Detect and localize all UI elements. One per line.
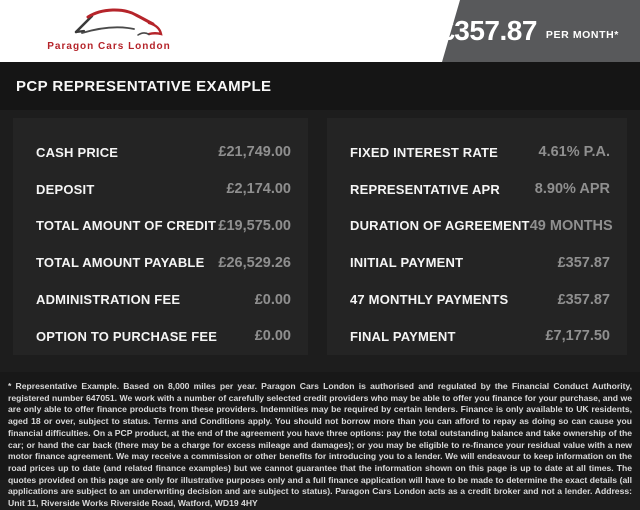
table-row [36, 318, 291, 355]
row-label: FINAL PAYMENT [350, 328, 456, 344]
price-amount: £357.87 [439, 15, 537, 46]
footer [0, 372, 640, 509]
row-value: £26,529.26 [218, 254, 291, 271]
table-row [36, 171, 291, 208]
finance-table-right [327, 118, 627, 355]
paragon-logo[interactable] [45, 6, 173, 52]
representative-example-disclaimer: * Representative Example. Based on 8,000 miles per year. Paragon Cars London is authorised and regulated by the Financial Conduct Authority, registered number 647051. We work with a number of carefully selected credit providers who may be able to offer you finance for your purchase, and we are only able to offer finance products from these providers. Indemnities may be required by certain lenders. Finance is only available to UK residents, aged 18 or over, subject to status. Terms and Conditions apply. You should not borrow more than you can afford to repay as doing so can cause you financial difficulties. On a PCP product, at the end of the agreement you have three options: pay the total outstanding balance and take ownership of the car; or hand the car back (there may be a charge for excess mileage and damages); or you may be eligible to re-finance your residual value with a new motor finance agreement. We may receive a commission or other benefits for introducing you to a lender. We will endeavour to keep information on the road prices up to date (and related finance examples) but we cannot guarantee that the information shown on this page is up to date at all times. The quotes provided on this page are only for illustrative purposes only and a full finance application will have to be made to determine the exact details (all applications are subject to an underwriting decision and are subject to status). Paragon Cars London acts as a credit broker and not a lender. Address: Unit 11, Riverside Works Riverside Road, Watford, WD19 4HY [8, 381, 632, 509]
row-label: REPRESENTATIVE APR [350, 181, 500, 197]
finance-example-section [0, 110, 640, 372]
row-label: TOTAL AMOUNT OF CREDIT [36, 218, 217, 234]
table-row [36, 244, 291, 281]
row-value: £357.87 [557, 254, 610, 271]
table-row [350, 134, 610, 171]
table-row [36, 208, 291, 245]
table-row [350, 208, 613, 245]
row-label: ADMINISTRATION FEE [36, 292, 181, 308]
page-title: PCP REPRESENTATIVE EXAMPLE [16, 77, 272, 95]
row-label: FIXED INTEREST RATE [350, 144, 499, 160]
monthly-price [439, 0, 619, 62]
table-row [350, 171, 610, 208]
logo-wordmark: Paragon Cars London [47, 41, 171, 52]
row-label: OPTION TO PURCHASE FEE [36, 328, 218, 344]
price-period: PER MONTH* [545, 28, 619, 41]
row-value: £357.87 [557, 291, 610, 308]
header [0, 0, 640, 62]
car-logo-icon [45, 6, 173, 40]
row-label: INITIAL PAYMENT [350, 255, 464, 271]
table-row [36, 134, 291, 171]
table-row [350, 244, 610, 281]
table-row [350, 318, 610, 355]
title-bar [0, 62, 640, 110]
row-label: CASH PRICE [36, 144, 119, 160]
row-label: 47 MONTHLY PAYMENTS [350, 292, 509, 308]
row-value: £0.00 [254, 291, 291, 308]
row-value: £0.00 [254, 328, 291, 345]
row-value: £19,575.00 [218, 217, 291, 234]
row-value: 4.61% P.A. [538, 144, 610, 161]
row-label: DEPOSIT [36, 181, 95, 197]
row-value: 8.90% APR [534, 181, 610, 198]
table-row [36, 281, 291, 318]
finance-table-left [13, 118, 308, 355]
row-value: £21,749.00 [218, 144, 291, 161]
table-row [350, 281, 610, 318]
row-label: TOTAL AMOUNT PAYABLE [36, 255, 205, 271]
row-value: 49 MONTHS [529, 217, 613, 234]
row-value: £7,177.50 [545, 328, 610, 345]
row-label: DURATION OF AGREEMENT [350, 218, 530, 234]
row-value: £2,174.00 [226, 181, 291, 198]
